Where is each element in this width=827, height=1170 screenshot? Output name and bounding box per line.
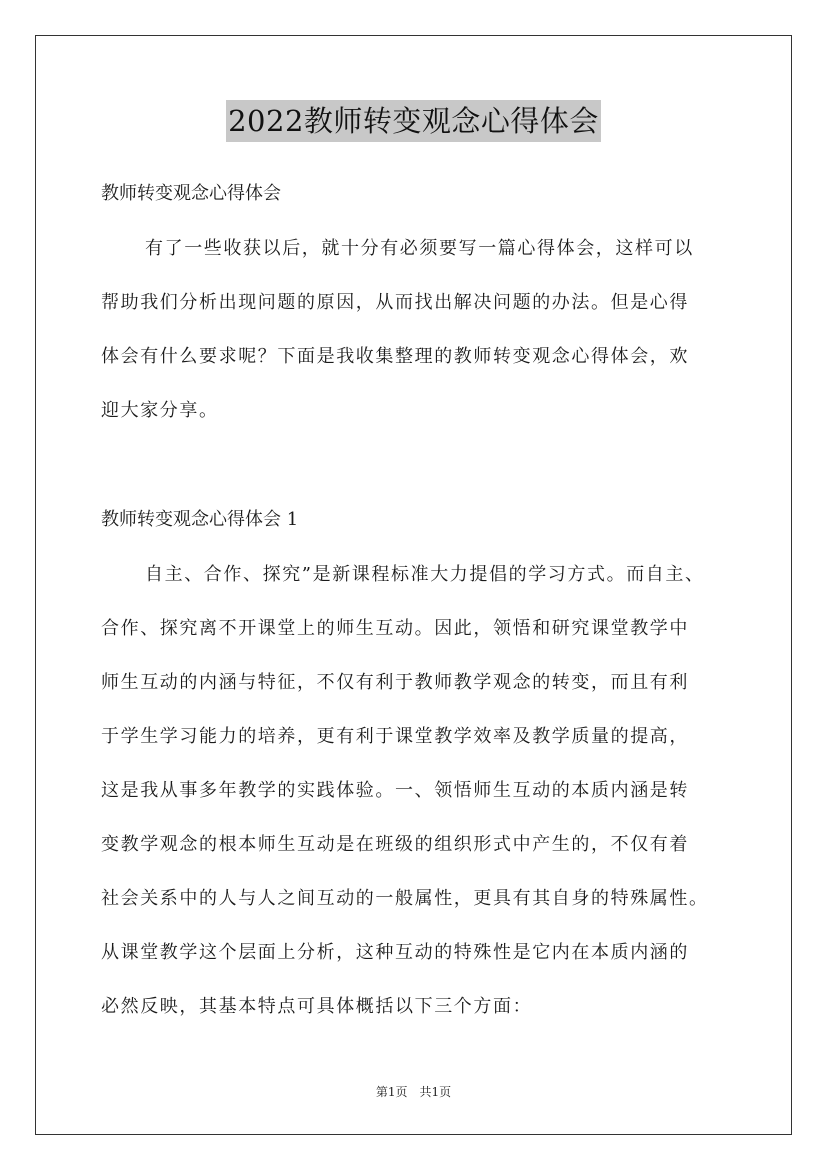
- document-title: 2022教师转变观念心得体会: [226, 100, 601, 142]
- section1-line: 必然反映，其基本特点可具体概括以下三个方面：: [101, 996, 533, 1017]
- intro-line: 有了一些收获以后，就十分有必须要写一篇心得体会，这样可以: [145, 238, 694, 259]
- section1-line: 从课堂教学这个层面上分析，这种互动的特殊性是它内在本质内涵的: [101, 942, 689, 963]
- section1-heading: 教师转变观念心得体会 1: [101, 509, 299, 530]
- title-container: [0, 100, 827, 142]
- section1-line: 这是我从事多年教学的实践体验。一、领悟师生互动的本质内涵是转: [101, 780, 689, 801]
- section1-line: 师生互动的内涵与特征，不仅有利于教师教学观念的转变，而且有利: [101, 672, 689, 693]
- section1-line: 于学生学习能力的培养，更有利于课堂教学效率及教学质量的提高，: [101, 726, 689, 747]
- intro-line: 体会有什么要求呢？下面是我收集整理的教师转变观念心得体会，欢: [101, 346, 689, 367]
- section1-line: 自主、合作、探究”是新课程标准大力提倡的学习方式。而自主、: [145, 564, 705, 585]
- section1-line: 合作、探究离不开课堂上的师生互动。因此，领悟和研究课堂教学中: [101, 618, 689, 639]
- intro-line: 帮助我们分析出现问题的原因，从而找出解决问题的办法。但是心得: [101, 292, 689, 313]
- intro-line: 迎大家分享。: [101, 400, 219, 421]
- page-footer: 第1页 共1页: [375, 1085, 452, 1099]
- intro-heading: 教师转变观念心得体会: [101, 183, 281, 204]
- section1-line: 社会关系中的人与人之间互动的一般属性，更具有其自身的特殊属性。: [101, 888, 709, 909]
- section1-line: 变教学观念的根本师生互动是在班级的组织形式中产生的，不仅有着: [101, 834, 689, 855]
